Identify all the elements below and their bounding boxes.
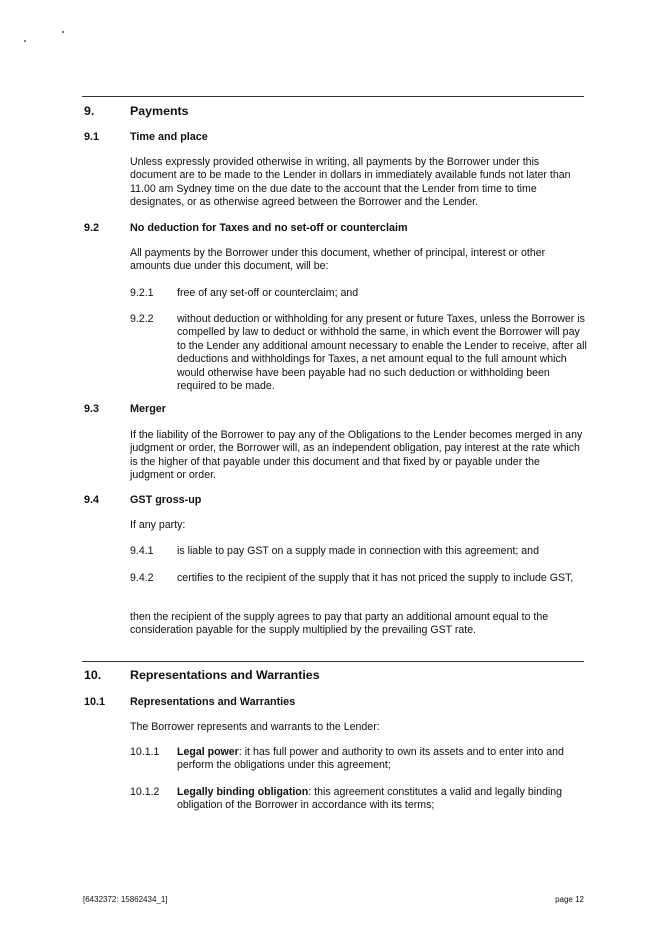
scan-mark (24, 40, 26, 42)
item-text (177, 746, 587, 773)
defined-term: Legally binding obligation (177, 786, 309, 798)
item-body: : this agreement constitutes a valid and legally binding obligation of the Borrower in accordance with its terms; (177, 786, 563, 812)
clause-number: 9.2 (84, 222, 100, 234)
clause-title: No deduction for Taxes and no set-off or counterclaim (130, 222, 408, 234)
item-number: 9.4.2 (130, 572, 154, 584)
item-number: 9.4.1 (130, 545, 154, 557)
item-number: 9.2.2 (130, 313, 154, 325)
item-text (177, 786, 587, 813)
section-divider (82, 661, 584, 662)
section-title: Representations and Warranties (130, 668, 320, 682)
section-title: Payments (130, 104, 189, 118)
document-reference: [6432372: 15862434_1] (83, 895, 168, 904)
clause-number: 9.4 (84, 494, 100, 506)
item-text: free of any set-off or counterclaim; and (177, 287, 359, 299)
clause-outro: then the recipient of the supply agrees to pay that party an additional amount equal to the consideration payable for the supply multiplied by the prevailing GST rate. (130, 611, 549, 637)
item-text: is liable to pay GST on a supply made in connection with this agreement; and (177, 545, 539, 557)
clause-intro: If any party: (130, 519, 186, 531)
clause-number: 10.1 (84, 696, 106, 708)
clause-number: 9.3 (84, 403, 100, 415)
clause-number: 9.1 (84, 131, 100, 143)
page-number: page 12 (555, 895, 584, 904)
clause-body: Unless expressly provided otherwise in writing, all payments by the Borrower under this document are to be made to the Lender in dollars in immediately available funds not later than 11.00 am Sydney time on the due date to the account that the Lender from time to time designates, or as otherwise agreed between the Borrower and the Lender. (130, 156, 571, 209)
item-body: : it has full power and authority to own its assets and to enter into and perform the obligations under this agreement; (177, 746, 564, 772)
section-number: 10. (84, 668, 102, 682)
item-number: 10.1.2 (130, 786, 160, 798)
clause-title: Merger (130, 403, 167, 415)
clause-title: Representations and Warranties (130, 696, 296, 708)
section-number: 9. (84, 104, 95, 118)
clause-title: GST gross-up (130, 494, 202, 506)
scan-mark (62, 31, 64, 33)
section-divider (82, 96, 584, 97)
clause-body: All payments by the Borrower under this document, whether of principal, interest or other amounts due under this document, will be: (130, 247, 546, 273)
item-text: certifies to the recipient of the supply that it has not priced the supply to include GST, (177, 572, 574, 584)
clause-intro: The Borrower represents and warrants to the Lender: (130, 721, 380, 733)
defined-term: Legal power (177, 746, 239, 758)
item-number: 10.1.1 (130, 746, 160, 758)
clause-body: If the liability of the Borrower to pay any of the Obligations to the Lender becomes merged in any judgment or order, the Borrower will, as an independent obligation, pay interest at the rate which is the higher of that payable under this document and that fixed by or payable under the judgment or order. (130, 429, 583, 482)
clause-title: Time and place (130, 131, 208, 143)
item-text: without deduction or withholding for any present or future Taxes, unless the Borrower is compelled by law to deduct or withhold the same, in which event the Borrower will pay to the Lender any additional amount necessary to enable the Lender to receive, after all deductions and withholdings for Taxes, a net amount equal to the full amount which would otherwise have been payable had no such deduction or withholding been required to be made. (177, 313, 587, 393)
item-number: 9.2.1 (130, 287, 154, 299)
